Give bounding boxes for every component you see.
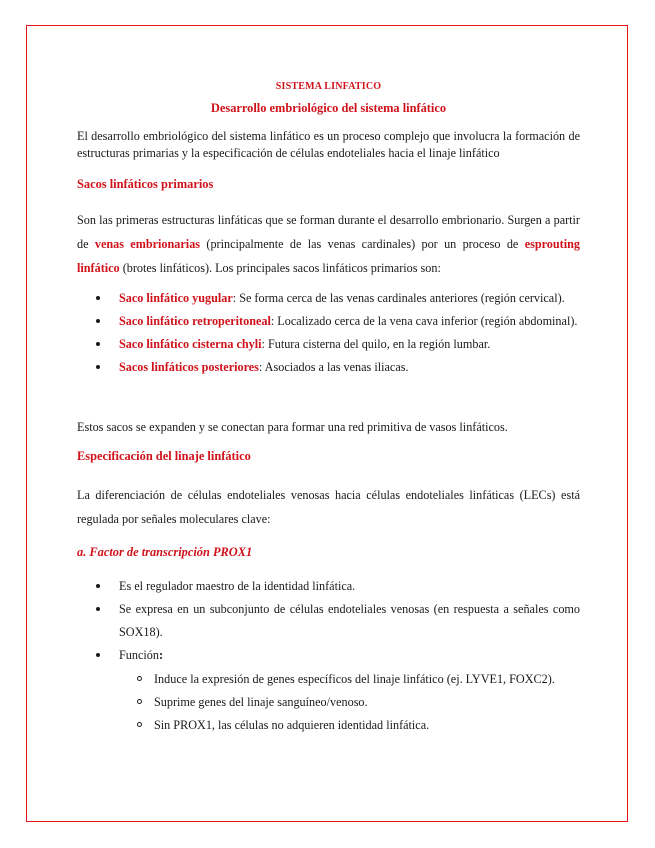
bullet-dot-icon: [96, 653, 100, 657]
sub-bullet-text: Sin PROX1, las células no adquieren identidad linfática.: [154, 718, 430, 732]
sacos-bullet-list: [77, 287, 580, 379]
bullet-dot-icon: [96, 365, 100, 369]
bullet-term: Sacos linfáticos posteriores: [119, 360, 259, 374]
hollow-bullet-icon: [137, 676, 142, 681]
bullet-text: Se expresa en un subconjunto de células endoteliales venosas (en respuesta a señales como SOX18).: [119, 602, 580, 639]
prox1-bullet-list: [77, 575, 580, 667]
document-subtitle: Desarrollo embriológico del sistema linfático: [210, 101, 447, 115]
sub-bullet-text: Suprime genes del linaje sanguíneo/venoso.: [154, 695, 368, 709]
section-heading-especificacion: Especificación del linaje linfático: [77, 449, 251, 463]
bullet-term: Saco linfático cisterna chyli: [119, 337, 262, 351]
bullet-dot-icon: [96, 342, 100, 346]
list-item: [137, 668, 580, 691]
subheading-prox1: a. Factor de transcripción PROX1: [77, 545, 253, 559]
term-venas-embrionarias: venas embrionarias: [94, 237, 201, 251]
especificacion-paragraph: La diferenciación de células endoteliales venosas hacia células endoteliales linfáticas (LECs) está regulada por señales moleculares clave:: [77, 488, 580, 526]
sub-bullet-text: Induce la expresión de genes específicos del linaje linfático (ej. LYVE1, FOXC2).: [154, 672, 555, 686]
hollow-bullet-icon: [137, 699, 142, 704]
term-esprouting: esprouting linfático: [77, 237, 580, 275]
list-item: [137, 714, 580, 737]
intro-paragraph: El desarrollo embriológico del sistema linfático es un proceso complejo que involucra la formación de estructuras primarias y la especificación de células endoteliales hacia el linaje linfático: [77, 129, 580, 160]
section-heading-sacos: Sacos linfáticos primarios: [77, 177, 214, 191]
list-item: [77, 598, 580, 644]
bullet-text: : Localizado cerca de la vena cava inferior (región abdominal).: [270, 314, 578, 328]
sacos-text-a: Son las primeras estructuras linfáticas que se forman durante el desarrollo embrionario. Surgen a partir de: [77, 213, 580, 251]
list-item: [77, 310, 580, 333]
bullet-term: Saco linfático retroperitoneal: [119, 314, 271, 328]
list-item: [77, 575, 580, 598]
bullet-dot-icon: [96, 607, 100, 611]
bullet-dot-icon: [96, 319, 100, 323]
document-title: SISTEMA LINFATICO: [275, 81, 382, 92]
list-item: [77, 356, 580, 379]
funcion-sub-list: [137, 668, 580, 737]
bullet-text: Es el regulador maestro de la identidad linfática.: [119, 579, 356, 593]
list-item: [137, 691, 580, 714]
bullet-text: Función: [119, 648, 159, 662]
sacos-paragraph: [77, 208, 580, 280]
bullet-dot-icon: [96, 296, 100, 300]
bullet-dot-icon: [96, 584, 100, 588]
list-item: [77, 644, 580, 667]
list-item: [77, 333, 580, 356]
sacos-text-c: (brotes linfáticos). Los principales sacos linfáticos primarios son:: [119, 261, 441, 275]
bullet-colon: :: [158, 648, 164, 662]
bullet-text: : Se forma cerca de las venas cardinales anteriores (región cervical).: [232, 291, 565, 305]
hollow-bullet-icon: [137, 722, 142, 727]
bullet-term: Saco linfático yugular: [119, 291, 233, 305]
sacos-closing: Estos sacos se expanden y se conectan para formar una red primitiva de vasos linfáticos.: [77, 420, 508, 434]
list-item: [77, 287, 580, 310]
bullet-text: : Futura cisterna del quilo, en la región lumbar.: [261, 337, 491, 351]
sacos-text-b: (principalmente de las venas cardinales) por un proceso de: [200, 237, 525, 251]
bullet-text: : Asociados a las venas iliacas.: [258, 360, 409, 374]
